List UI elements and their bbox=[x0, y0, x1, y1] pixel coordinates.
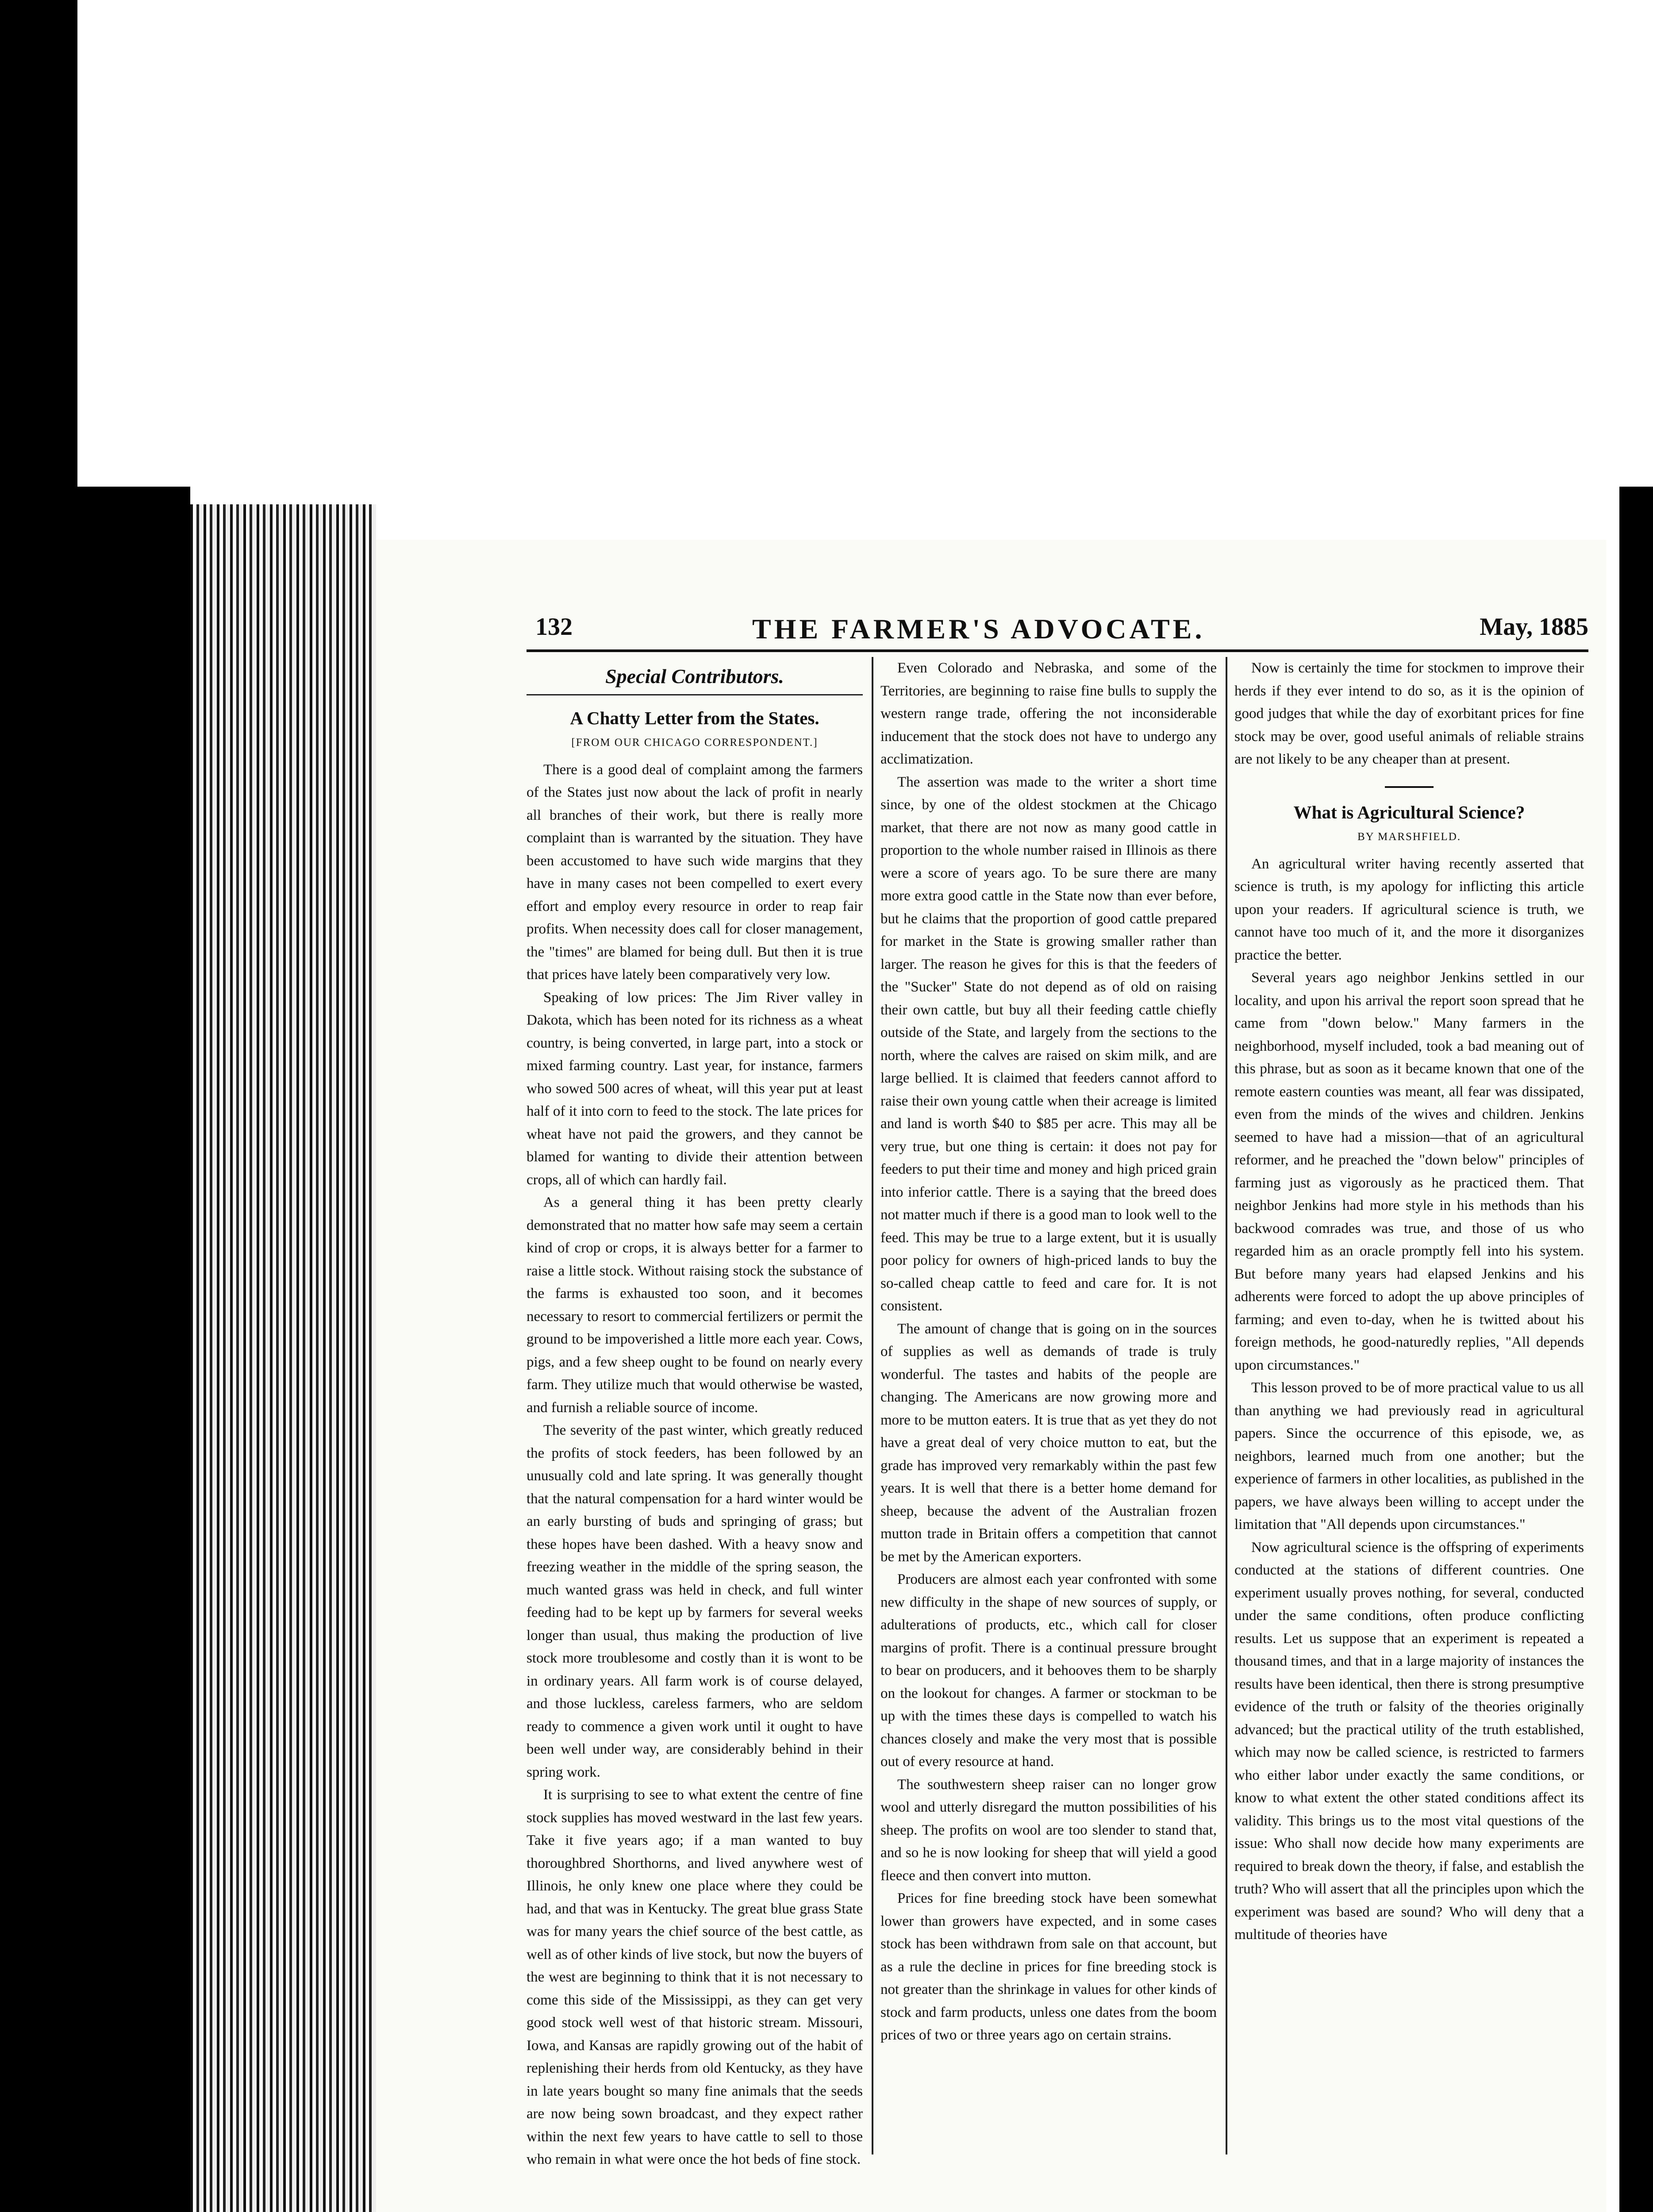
paragraph: The amount of change that is going on in the sources of supplies as well as demands of trade is truly wonderful. The tastes and habits of the people are changing. The Americans are now growing more and more to be mutton eaters. It is true that as yet they do not have a great deal of very choice mutton to eat, but the grade has improved very remarkably within the past few years. It is well that there is a better home demand for sheep, because the advent of the Australian frozen mutton trade in Britain offers a competition that cannot be met by the American exporters. bbox=[880, 1321, 1217, 1565]
paragraph: Producers are almost each year confronted with some new difficulty in the shape of new sources of supply, or adulterations of products, etc., which call for closer margins of profit. There is a continual pressure brought to bear on producers, and it behooves them to be sharply on the lookout for changes. A farmer or stockman to be up with the times these days is compelled to watch his chances closely and make the very most that is possible out of every resource at hand. bbox=[880, 1571, 1217, 1770]
column-1 bbox=[527, 657, 863, 2171]
page-stack-edges bbox=[190, 504, 376, 2212]
upper-white-background bbox=[77, 0, 1653, 487]
article-title: What is Agricultural Science? bbox=[1293, 802, 1525, 822]
paragraph: The severity of the past winter, which greatly reduced the profits of stock feeders, has been followed by an unusually cold and late spring. It was generally thought that the natural compensation for a hard winter would be an early bursting of buds and springing of grass; but these hopes have been dashed. With a heavy snow and freezing weather in the middle of the spring season, the much wanted grass was held in check, and full winter feeding had to be kept up by farmers for several weeks longer than usual, thus making the production of live stock more troublesome and costly than it is wont to be in ordinary years. All farm work is of course delayed, and those luckless, careless farmers, who are seldom ready to commence a given work until it ought to have been well under way, are considerably behind in their spring work. bbox=[527, 1422, 863, 1780]
paragraph: It is surprising to see to what extent the centre of fine stock supplies has moved westward in the last few years. Take it five years ago; if a man wanted to buy thoroughbred Shorthorns, and lived anywhere west of Illinois, he only knew one place where they could be had, and that was in Kentucky. The great blue grass State was for many years the chief source of the best cattle, as well as of other kinds of live stock, but now the buyers of the west are beginning to think that it is not necessary to come this side of the Mississippi, as they can get very good stock well west of that historic stream. Missouri, Iowa, and Kansas are rapidly growing out of the habit of replenishing their herds from old Kentucky, as they have in late years bought so many fine animals that the seeds are now being sown broadcast, and they expect rather within the next few years to have cattle to sell to those who remain in what were once the hot beds of fine stock. bbox=[527, 1787, 863, 2167]
paragraph: The assertion was made to the writer a short time since, by one of the oldest stockmen at the Chicago market, that there are not now as many good cattle in proportion to the whole number raised in Illinois as there were a score of years ago. To be sure there are many more extra good cattle in the State now than ever before, but he claims that the proportion of good cattle prepared for market in the State is growing smaller rather than larger. The reason he gives for this is that the feeders of the "Sucker" State do not depend as of old on raising their own cattle, but buy all their feeding cattle chiefly outside of the State, and largely from the sections to the north, where the calves are raised on skim milk, and are large bellied. It is claimed that feeders cannot afford to raise their own young cattle when their acreage is limited and land is worth $40 to $85 per acre. This may all be very true, but one thing is certain: it does not pay for feeders to put their time and money and high priced grain into inferior cattle. There is a saying that the breed does not matter much if there is a good man to look well to the feed. This may be true to a large extent, but it is usually poor policy for owners of high-priced lands to buy the so-called cheap cattle to feed and care for. It is not consistent. bbox=[880, 774, 1217, 1314]
paragraph: Now is certainly the time for stockmen to improve their herds if they ever intend to do so, as it is the opinion of good judges that while the day of exorbitant prices for fine stock may be over, good useful animals of reliable strains are not likely to be any cheaper than at present. bbox=[1234, 660, 1584, 767]
paragraph: An agricultural writer having recently asserted that science is truth, is my apology for inflicting this article upon your readers. If agricultural science is truth, we cannot have too much of it, and the more it disorganizes practice the better. bbox=[1234, 856, 1584, 963]
article-byline: [FROM OUR CHICAGO CORRESPONDENT.] bbox=[571, 737, 818, 749]
column-3 bbox=[1234, 657, 1584, 1947]
masthead: THE FARMER'S ADVOCATE. bbox=[752, 613, 1205, 645]
paragraph: Now agricultural science is the offspring of experiments conducted at the stations of different countries. One experiment usually proves nothing, for several, conducted under the same conditions, often produce conflicting results. Let us suppose that an experiment is repeated a thousand times, and that in a large majority of instances the results have been identical, then there is strong presumptive evidence of the truth or falsity of the theories originally advanced; but the practical utility of the truth established, which may now be called science, is restricted to farmers who either labor under exactly the same conditions, or know to what extent the other stated conditions affect its validity. This brings us to the most vital questions of the issue: Who shall now decide how many experiments are required to break down the theory, if false, and establish the truth? Who will assert that all the principles upon which the experiment was based are sound? Who will deny that a multitude of theories have bbox=[1234, 1539, 1584, 1943]
paragraph: Even Colorado and Nebraska, and some of the Territories, are beginning to raise fine bulls to supply the western range trade, offering the not inconsiderable inducement that the stock does not have to undergo any acclimatization. bbox=[880, 660, 1217, 767]
paragraph: The southwestern sheep raiser can no longer grow wool and utterly disregard the mutton possibilities of his sheep. The profits on wool are too slender to stand that, and so he is now looking for sheep that will yield a good fleece and then convert into mutton. bbox=[880, 1776, 1217, 1884]
paragraph: There is a good deal of complaint among the farmers of the States just now about the lack of profit in nearly all branches of their work, but there is really more complaint than is warranted by the situation. They have been accustomed to have such wide margins that they have in many cases not been compelled to exert every effort and employ every resource in order to reap fair profits. When necessity does call for closer management, the "times" are blamed for being dull. But then it is true that prices have lately been comparatively very low. bbox=[527, 761, 863, 983]
column-divider bbox=[1226, 657, 1227, 2154]
column-2 bbox=[880, 657, 1217, 2047]
section-title: Special Contributors. bbox=[527, 665, 863, 695]
header-rule bbox=[527, 649, 1588, 652]
paragraph: As a general thing it has been pretty clearly demonstrated that no matter how safe may seem a certain kind of crop or crops, it is always better for a farmer to raise a little stock. Without raising stock the substance of the farms is exhausted too soon, and it becomes necessary to resort to commercial fertilizers or permit the ground to be impoverished a little more each year. Cows, pigs, and a few sheep ought to be found on nearly every farm. They utilize much that would otherwise be wasted, and furnish a reliable source of income. bbox=[527, 1194, 863, 1416]
issue-date: May, 1885 bbox=[1480, 613, 1588, 641]
article-byline: BY MARSHFIELD. bbox=[1357, 831, 1461, 843]
page-header bbox=[535, 613, 1588, 648]
paragraph: This lesson proved to be of more practical value to us all than anything we had previously read in agricultural papers. Since the occurrence of this episode, we, as neighbors, learned much from one another; but the experience of farmers in other localities, as published in the papers, we have always been willing to accept under the limitation that "All depends upon circumstances." bbox=[1234, 1380, 1584, 1532]
page-number: 132 bbox=[535, 613, 573, 641]
article-title: A Chatty Letter from the States. bbox=[570, 707, 819, 728]
article-separator bbox=[1385, 786, 1434, 788]
paragraph: Several years ago neighbor Jenkins settled in our locality, and upon his arrival the report soon spread that he came from "down below." Many farmers in the neighborhood, myself included, took a bad meaning out of this phrase, but as soon as it became known that one of the remote eastern counties was meant, all fear was dissipated, even from the minds of the wives and children. Jenkins seemed to have had a mission—that of an agricultural reformer, and he preached the "down below" principles of farming just as vigorously as he practiced them. That neighbor Jenkins had more style in his methods than his backwood comrades was true, and those of us who regarded him as an oracle promptly fell into his system. But before many years had elapsed Jenkins and his adherents were forced to adopt the up above principles of farming; and even to-day, when he is twitted about his foreign methods, he good-naturedly replies, "All depends upon circumstances." bbox=[1234, 970, 1584, 1373]
paragraph: Speaking of low prices: The Jim River valley in Dakota, which has been noted for its richness as a wheat country, is being converted, in large part, into a stock or mixed farming country. Last year, for instance, farmers who sowed 500 acres of wheat, will this year put at least half of it into corn to feed to the stock. The late prices for wheat have not paid the growers, and they cannot be blamed for wanting to divide their attention between crops, all of which can hardly fail. bbox=[527, 989, 863, 1188]
column-divider bbox=[872, 657, 873, 2154]
paragraph: Prices for fine breeding stock have been somewhat lower than growers have expected, and in some cases stock has been withdrawn from sale on that account, but as a rule the decline in prices for fine breeding stock is not greater than the shrinkage in values for other kinds of stock and farm products, unless one dates from the boom prices of two or three years ago on certain strains. bbox=[880, 1890, 1217, 2043]
